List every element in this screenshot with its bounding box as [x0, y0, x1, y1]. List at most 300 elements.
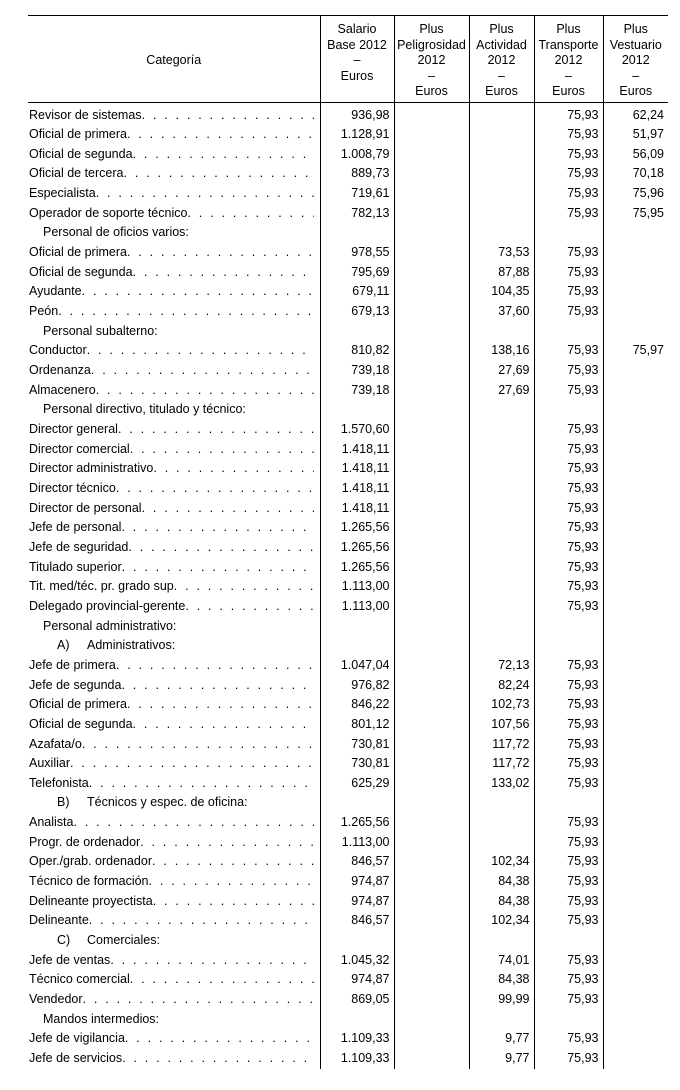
actividad-cell: 37,60 [469, 302, 534, 322]
salario-cell [320, 617, 394, 637]
table-row [28, 243, 668, 263]
category-label: Vendedor [29, 992, 83, 1007]
category-label: Oficial de segunda [29, 716, 133, 731]
peligrosidad-cell [394, 577, 469, 597]
category-label: Ordenanza [29, 363, 91, 378]
actividad-cell [469, 125, 534, 145]
actividad-cell [469, 164, 534, 184]
actividad-cell [469, 577, 534, 597]
table-row [28, 518, 668, 538]
section-heading: Personal de oficios varios: [43, 225, 189, 240]
category-cell [28, 243, 320, 263]
salario-cell: 889,73 [320, 164, 394, 184]
peligrosidad-cell [394, 361, 469, 381]
salario-cell: 739,18 [320, 381, 394, 401]
salario-cell: 869,05 [320, 990, 394, 1010]
leader-dots [116, 656, 314, 676]
vestuario-cell [603, 617, 668, 637]
leader-dots [127, 695, 314, 715]
transporte-cell [534, 400, 603, 420]
vestuario-cell [603, 558, 668, 578]
transporte-cell: 75,93 [534, 420, 603, 440]
salario-cell [320, 793, 394, 813]
salario-cell: 1.008,79 [320, 145, 394, 165]
table-row [28, 420, 668, 440]
peligrosidad-cell [394, 774, 469, 794]
category-cell [28, 951, 320, 971]
leader-dots [187, 204, 313, 224]
table-row [28, 440, 668, 460]
vestuario-cell [603, 420, 668, 440]
category-label: Delineante proyectista [29, 893, 153, 908]
transporte-cell: 75,93 [534, 813, 603, 833]
peligrosidad-cell [394, 1029, 469, 1049]
peligrosidad-cell [394, 459, 469, 479]
category-cell [28, 774, 320, 794]
category-cell [28, 420, 320, 440]
leader-dots [96, 184, 314, 204]
actividad-cell: 72,13 [469, 656, 534, 676]
vestuario-cell [603, 479, 668, 499]
leader-dots [133, 263, 314, 283]
table-row [28, 125, 668, 145]
transporte-cell: 75,93 [534, 872, 603, 892]
leader-dots [96, 381, 314, 401]
category-label: Titulado superior [29, 559, 122, 574]
table-row [28, 813, 668, 833]
peligrosidad-cell [394, 754, 469, 774]
subsection-letter: C) [57, 933, 71, 948]
transporte-cell [534, 931, 603, 951]
salario-cell: 1.265,56 [320, 558, 394, 578]
subsection-letter: A) [57, 638, 70, 653]
peligrosidad-cell [394, 656, 469, 676]
actividad-cell: 82,24 [469, 676, 534, 696]
vestuario-cell [603, 577, 668, 597]
actividad-cell [469, 440, 534, 460]
salario-cell: 1.418,11 [320, 440, 394, 460]
peligrosidad-cell [394, 892, 469, 912]
salario-cell: 1.109,33 [320, 1029, 394, 1049]
vestuario-cell [603, 695, 668, 715]
category-cell [28, 577, 320, 597]
vestuario-cell [603, 872, 668, 892]
peligrosidad-cell [394, 420, 469, 440]
actividad-cell: 107,56 [469, 715, 534, 735]
salario-cell [320, 931, 394, 951]
actividad-cell [469, 184, 534, 204]
header-peligrosidad: Plus Peligrosidad 2012 – Euros [394, 16, 469, 103]
peligrosidad-cell [394, 1010, 469, 1030]
category-label: Progr. de ordenador [29, 834, 141, 849]
category-label: Ayudante [29, 284, 82, 299]
category-cell [28, 400, 320, 420]
category-label: Jefe de seguridad [29, 539, 129, 554]
category-cell [28, 184, 320, 204]
actividad-cell [469, 204, 534, 224]
category-label: Jefe de vigilancia [29, 1031, 125, 1046]
leader-dots [185, 597, 313, 617]
leader-dots [149, 872, 314, 892]
transporte-cell [534, 322, 603, 342]
peligrosidad-cell [394, 911, 469, 931]
transporte-cell [534, 223, 603, 243]
leader-dots [91, 361, 314, 381]
leader-dots [73, 813, 313, 833]
salario-cell: 730,81 [320, 735, 394, 755]
transporte-cell: 75,93 [534, 990, 603, 1010]
salario-cell: 810,82 [320, 341, 394, 361]
category-cell [28, 1049, 320, 1069]
transporte-cell: 75,93 [534, 381, 603, 401]
section-row [28, 1010, 668, 1030]
vestuario-cell [603, 1010, 668, 1030]
actividad-cell [469, 420, 534, 440]
transporte-cell: 75,93 [534, 164, 603, 184]
category-cell [28, 204, 320, 224]
vestuario-cell [603, 676, 668, 696]
transporte-cell: 75,93 [534, 754, 603, 774]
category-label: Oficial de segunda [29, 264, 133, 279]
category-cell [28, 282, 320, 302]
transporte-cell: 75,93 [534, 243, 603, 263]
category-cell [28, 676, 320, 696]
table-row [28, 990, 668, 1010]
peligrosidad-cell [394, 793, 469, 813]
table-row [28, 774, 668, 794]
actividad-cell [469, 597, 534, 617]
salario-cell: 974,87 [320, 970, 394, 990]
table-row [28, 381, 668, 401]
vestuario-cell [603, 911, 668, 931]
transporte-cell: 75,93 [534, 538, 603, 558]
peligrosidad-cell [394, 833, 469, 853]
category-label: Almacenero [29, 382, 96, 397]
actividad-cell [469, 813, 534, 833]
peligrosidad-cell [394, 872, 469, 892]
table-row [28, 164, 668, 184]
peligrosidad-cell [394, 931, 469, 951]
salario-cell: 976,82 [320, 676, 394, 696]
salario-cell: 846,57 [320, 911, 394, 931]
vestuario-cell [603, 715, 668, 735]
table-row [28, 558, 668, 578]
transporte-cell: 75,93 [534, 125, 603, 145]
category-label: Director de personal [29, 500, 142, 515]
vestuario-cell [603, 1029, 668, 1049]
transporte-cell: 75,93 [534, 735, 603, 755]
category-cell [28, 754, 320, 774]
leader-dots [127, 243, 314, 263]
actividad-cell: 102,34 [469, 852, 534, 872]
vestuario-cell [603, 440, 668, 460]
transporte-cell: 75,93 [534, 341, 603, 361]
category-cell [28, 793, 320, 813]
peligrosidad-cell [394, 636, 469, 656]
salario-cell: 1.570,60 [320, 420, 394, 440]
vestuario-cell: 56,09 [603, 145, 668, 165]
actividad-cell: 84,38 [469, 892, 534, 912]
peligrosidad-cell [394, 558, 469, 578]
salario-cell: 1.109,33 [320, 1049, 394, 1069]
table-row [28, 102, 668, 125]
leader-dots [82, 282, 314, 302]
category-cell [28, 263, 320, 283]
category-cell [28, 302, 320, 322]
subsection-letter: B) [57, 795, 70, 810]
transporte-cell: 75,93 [534, 145, 603, 165]
leader-dots [122, 1049, 313, 1069]
category-label: Jefe de ventas [29, 952, 111, 967]
vestuario-cell [603, 656, 668, 676]
vestuario-cell [603, 282, 668, 302]
vestuario-cell [603, 322, 668, 342]
table-row [28, 302, 668, 322]
section-heading: Personal directivo, titulado y técnico: [43, 402, 246, 417]
table-row [28, 872, 668, 892]
leader-dots [82, 735, 314, 755]
salario-cell: 1.418,11 [320, 499, 394, 519]
vestuario-cell [603, 813, 668, 833]
actividad-cell [469, 499, 534, 519]
peligrosidad-cell [394, 597, 469, 617]
vestuario-cell [603, 302, 668, 322]
transporte-cell: 75,93 [534, 282, 603, 302]
transporte-cell: 75,93 [534, 361, 603, 381]
table-row [28, 577, 668, 597]
table-row [28, 361, 668, 381]
vestuario-cell [603, 597, 668, 617]
peligrosidad-cell [394, 617, 469, 637]
table-row [28, 597, 668, 617]
leader-dots [153, 892, 314, 912]
category-cell [28, 518, 320, 538]
table-row [28, 479, 668, 499]
table-row [28, 184, 668, 204]
category-cell [28, 125, 320, 145]
salario-cell: 625,29 [320, 774, 394, 794]
peligrosidad-cell [394, 164, 469, 184]
actividad-cell: 87,88 [469, 263, 534, 283]
vestuario-cell [603, 892, 668, 912]
transporte-cell: 75,93 [534, 1049, 603, 1069]
category-cell [28, 381, 320, 401]
table-row [28, 735, 668, 755]
category-label: Especialista [29, 186, 96, 201]
actividad-cell: 9,77 [469, 1029, 534, 1049]
table-row [28, 145, 668, 165]
leader-dots [110, 951, 313, 971]
peligrosidad-cell [394, 1049, 469, 1069]
actividad-cell [469, 793, 534, 813]
vestuario-cell: 75,96 [603, 184, 668, 204]
category-label: Jefe de primera [29, 657, 116, 672]
category-label: Telefonista [29, 775, 89, 790]
section-row [28, 322, 668, 342]
actividad-cell: 84,38 [469, 872, 534, 892]
section-heading: Personal administrativo: [43, 618, 177, 633]
transporte-cell [534, 793, 603, 813]
transporte-cell: 75,93 [534, 518, 603, 538]
actividad-cell: 27,69 [469, 381, 534, 401]
peligrosidad-cell [394, 204, 469, 224]
vestuario-cell [603, 735, 668, 755]
vestuario-cell [603, 538, 668, 558]
actividad-cell [469, 223, 534, 243]
actividad-cell [469, 145, 534, 165]
peligrosidad-cell [394, 282, 469, 302]
actividad-cell [469, 479, 534, 499]
vestuario-cell: 70,18 [603, 164, 668, 184]
actividad-cell: 84,38 [469, 970, 534, 990]
category-cell [28, 499, 320, 519]
leader-dots [83, 990, 314, 1010]
category-cell [28, 617, 320, 637]
table-row [28, 715, 668, 735]
actividad-cell: 9,77 [469, 1049, 534, 1069]
leader-dots [121, 676, 313, 696]
peligrosidad-cell [394, 479, 469, 499]
table-row [28, 656, 668, 676]
actividad-cell [469, 322, 534, 342]
vestuario-cell [603, 499, 668, 519]
table-row [28, 1029, 668, 1049]
subsection-heading [29, 795, 248, 809]
salario-cell: 1.265,56 [320, 538, 394, 558]
vestuario-cell [603, 833, 668, 853]
transporte-cell: 75,93 [534, 499, 603, 519]
table-body [28, 102, 668, 1069]
transporte-cell: 75,93 [534, 440, 603, 460]
leader-dots [133, 715, 314, 735]
subsection-label: Comerciales: [87, 933, 160, 948]
leader-dots [70, 754, 314, 774]
actividad-cell: 133,02 [469, 774, 534, 794]
category-cell [28, 872, 320, 892]
actividad-cell: 104,35 [469, 282, 534, 302]
salario-cell: 719,61 [320, 184, 394, 204]
transporte-cell: 75,93 [534, 184, 603, 204]
leader-dots [140, 833, 313, 853]
salario-cell: 730,81 [320, 754, 394, 774]
peligrosidad-cell [394, 263, 469, 283]
category-label: Director administrativo [29, 461, 154, 476]
table-row [28, 911, 668, 931]
table-row [28, 695, 668, 715]
peligrosidad-cell [394, 184, 469, 204]
section-row [28, 223, 668, 243]
category-cell [28, 813, 320, 833]
actividad-cell [469, 400, 534, 420]
category-cell [28, 636, 320, 656]
table-row [28, 754, 668, 774]
transporte-cell: 75,93 [534, 774, 603, 794]
actividad-cell: 102,34 [469, 911, 534, 931]
category-label: Delegado provincial-gerente [29, 598, 186, 613]
vestuario-cell [603, 263, 668, 283]
peligrosidad-cell [394, 676, 469, 696]
category-cell [28, 341, 320, 361]
section-row [28, 931, 668, 951]
leader-dots [133, 145, 314, 165]
category-cell [28, 852, 320, 872]
actividad-cell [469, 538, 534, 558]
actividad-cell [469, 459, 534, 479]
transporte-cell: 75,93 [534, 951, 603, 971]
leader-dots [130, 970, 314, 990]
vestuario-cell [603, 852, 668, 872]
category-cell [28, 440, 320, 460]
salario-cell: 974,87 [320, 892, 394, 912]
leader-dots [123, 164, 313, 184]
category-label: Oficial de segunda [29, 146, 133, 161]
vestuario-cell: 62,24 [603, 102, 668, 125]
category-cell [28, 715, 320, 735]
category-cell [28, 558, 320, 578]
actividad-cell: 102,73 [469, 695, 534, 715]
leader-dots [142, 106, 314, 126]
category-label: Tit. med/téc. pr. grado sup [29, 579, 174, 594]
leader-dots [125, 1029, 314, 1049]
actividad-cell [469, 518, 534, 538]
category-cell [28, 164, 320, 184]
peligrosidad-cell [394, 381, 469, 401]
table-row [28, 341, 668, 361]
vestuario-cell [603, 400, 668, 420]
vestuario-cell [603, 951, 668, 971]
category-cell [28, 597, 320, 617]
subsection-heading [29, 933, 160, 947]
header-actividad: Plus Actividad 2012 – Euros [469, 16, 534, 103]
transporte-cell [534, 1010, 603, 1030]
salario-cell: 1.265,56 [320, 518, 394, 538]
peligrosidad-cell [394, 440, 469, 460]
peligrosidad-cell [394, 499, 469, 519]
table-row [28, 1049, 668, 1069]
actividad-cell [469, 833, 534, 853]
category-cell [28, 931, 320, 951]
vestuario-cell [603, 1049, 668, 1069]
actividad-cell: 117,72 [469, 735, 534, 755]
subsection-label: Administrativos: [87, 638, 176, 653]
transporte-cell: 75,93 [534, 911, 603, 931]
salario-cell: 1.045,32 [320, 951, 394, 971]
table-row [28, 852, 668, 872]
section-heading: Personal subalterno: [43, 323, 158, 338]
header-categoria: Categoría [146, 53, 202, 67]
section-row [28, 636, 668, 656]
category-cell [28, 1029, 320, 1049]
header-transporte: Plus Transporte 2012 – Euros [534, 16, 603, 103]
category-label: Conductor [29, 343, 87, 358]
salario-cell: 846,57 [320, 852, 394, 872]
vestuario-cell [603, 518, 668, 538]
leader-dots [89, 911, 314, 931]
salario-cell: 1.113,00 [320, 597, 394, 617]
transporte-cell: 75,93 [534, 577, 603, 597]
category-cell [28, 833, 320, 853]
transporte-cell: 75,93 [534, 892, 603, 912]
category-label: Auxiliar [29, 756, 70, 771]
peligrosidad-cell [394, 341, 469, 361]
section-heading: Mandos intermedios: [43, 1011, 160, 1026]
category-label: Oficial de primera [29, 245, 127, 260]
category-label: Jefe de personal [29, 520, 122, 535]
vestuario-cell [603, 636, 668, 656]
table-row [28, 676, 668, 696]
transporte-cell: 75,93 [534, 459, 603, 479]
peligrosidad-cell [394, 243, 469, 263]
